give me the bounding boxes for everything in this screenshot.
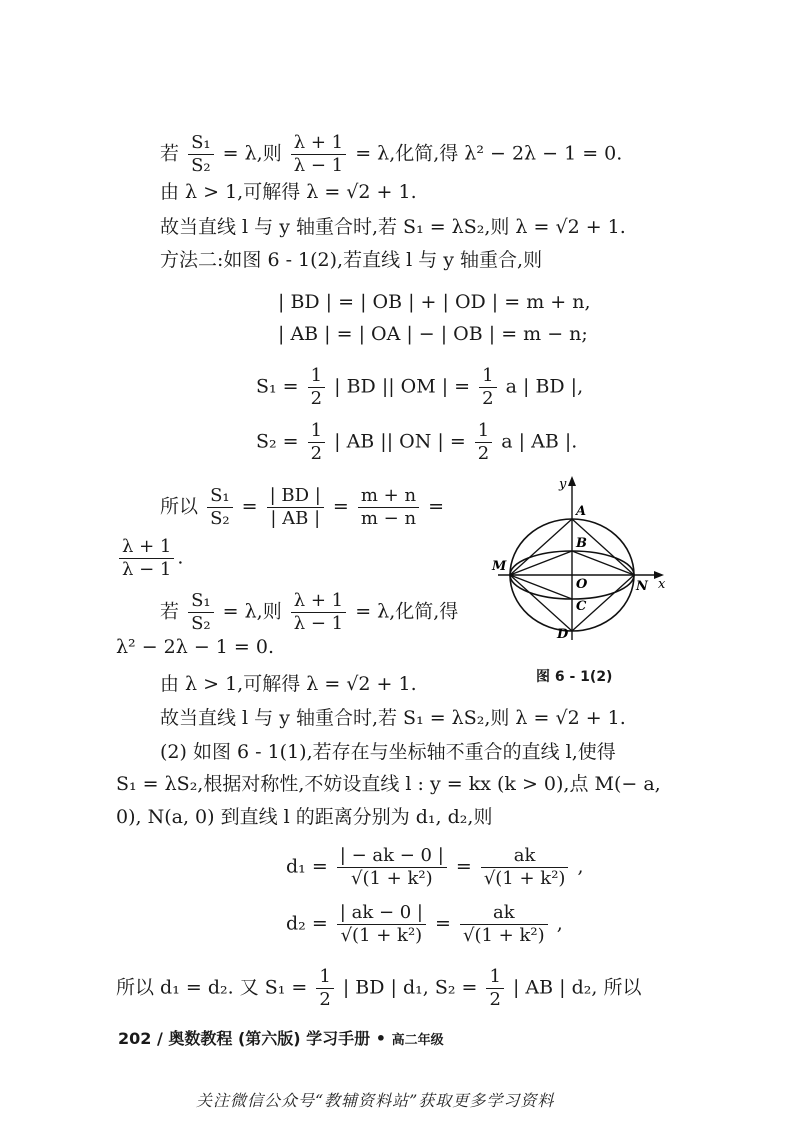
fraction: $\frac{\lambda + 1}{\lambda - 1}$	[119, 536, 174, 581]
text-line-5: | BD | = | OB | + | OD | = m + n,	[278, 291, 591, 313]
fraction: $\frac{| BD |}{| AB |}$	[267, 485, 324, 530]
fraction: $\frac{1}{2}$	[479, 365, 496, 410]
fraction: $\frac{\text{S₁}}{\text{S₂}}$	[207, 485, 233, 530]
text-segment: 若	[160, 142, 180, 165]
segment-MA	[510, 519, 572, 575]
fraction: $\frac{ak}{\text{√(1 + k²)}}$	[460, 902, 548, 947]
watermark-text: 关注微信公众号“教辅资料站”获取更多学习资料	[196, 1091, 555, 1110]
fraction: $\frac{\lambda + 1}{\lambda - 1}$	[291, 132, 346, 177]
text-line-3: 故当直线 l 与 y 轴重合时,若 S₁ = λS₂,则 λ = √2 + 1.	[160, 216, 626, 238]
label-C: C	[576, 599, 587, 614]
fraction: $\frac{1}{2}$	[486, 966, 503, 1011]
fraction: $\frac{\text{S₁}}{\text{S₂}}$	[188, 590, 214, 635]
fraction: $\frac{1}{2}$	[308, 420, 325, 465]
text-line-2: 由 λ > 1,可解得 λ = √2 + 1.	[160, 181, 417, 203]
text-line-14: 故当直线 l 与 y 轴重合时,若 S₁ = λS₂,则 λ = √2 + 1.	[160, 707, 626, 729]
text-line-13: 由 λ > 1,可解得 λ = √2 + 1.	[160, 673, 417, 695]
footer-separator: /	[156, 1029, 163, 1048]
text-line-17: 0), N(a, 0) 到直线 l 的距离分别为 d₁, d₂,则	[116, 806, 493, 828]
fraction: $\frac{\text{S₁}}{\text{S₂}}$	[188, 132, 214, 177]
y-axis-arrow	[568, 476, 576, 486]
book-title: 奥数教程 (第六版) 学习手册	[168, 1029, 371, 1048]
text-line-18: d₁ = $\frac{| - ak - 0 |}{\text{√(1 + k²)}}$ = $\frac{ak}{\text{√(1 + k²)}}$ ,	[286, 845, 584, 889]
fraction: $\frac{1}{2}$	[475, 420, 492, 465]
fraction: $\frac{1}{2}$	[308, 365, 325, 410]
fraction: $\frac{1}{2}$	[316, 966, 333, 1011]
text-line-12: λ² − 2λ − 1 = 0.	[116, 636, 275, 658]
fraction: $\frac{m + n}{m - n}$	[358, 485, 419, 530]
label-M: M	[492, 559, 507, 574]
label-D: D	[557, 627, 569, 642]
text-line-20: 所以 d₁ = d₂. 又 S₁ = $\frac{1}{2}$ | BD | d₁, S₂ = $\frac{1}{2}$ | AB | d₂, 所以	[116, 966, 642, 1010]
label-O: O	[576, 577, 588, 592]
label-B: B	[576, 536, 587, 551]
page-footer	[118, 1026, 444, 1049]
fraction: $\frac{| ak - 0 |}{\text{√(1 + k²)}}$	[337, 902, 426, 947]
fraction: $\frac{| - ak - 0 |}{\text{√(1 + k²)}}$	[337, 845, 447, 890]
text-line-6: | AB | = | OA | − | OB | = m − n;	[278, 323, 588, 345]
text-line-9: 所以 $\frac{\text{S₁}}{\text{S₂}}$ = $\frac{| BD |}{| AB |}$ = $\frac{m + n}{m - n}$ =	[160, 485, 445, 529]
label-N: N	[636, 579, 648, 594]
footer-dot: •	[375, 1029, 386, 1048]
fraction: $\frac{ak}{\text{√(1 + k²)}}$	[481, 845, 569, 890]
text-line-10: $\frac{\lambda + 1}{\lambda - 1}$ .	[116, 536, 183, 581]
page-number: 202	[118, 1029, 152, 1048]
label-y: y	[559, 477, 567, 492]
label-A: A	[576, 504, 587, 519]
text-line-19: d₂ = $\frac{| ak - 0 |}{\text{√(1 + k²)}}$ = $\frac{ak}{\text{√(1 + k²)}}$ ,	[286, 902, 563, 946]
ellipse-figure	[480, 470, 680, 660]
fraction: $\frac{\lambda + 1}{\lambda - 1}$	[291, 590, 346, 635]
text-line-1: 若 $\frac{\text{S₁}}{\text{S₂}}$ = λ,则 $\frac{\lambda + 1}{\lambda - 1}$ = λ,化简,得 λ² − 2λ − 1 = 0.	[160, 132, 623, 176]
text-line-7: S₁ = $\frac{1}{2}$ | BD || OM | = $\frac{1}{2}$ a | BD |,	[256, 365, 584, 409]
text-line-4: 方法二:如图 6 - 1(2),若直线 l 与 y 轴重合,则	[160, 249, 543, 271]
segment-MD	[510, 575, 572, 631]
label-x: x	[658, 577, 666, 592]
figure-caption: 图 6 - 1(2)	[536, 669, 613, 685]
text-line-16: S₁ = λS₂,根据对称性,不妨设直线 l : y = kx (k > 0),点 M(− a,	[116, 773, 661, 795]
text-line-8: S₂ = $\frac{1}{2}$ | AB || ON | = $\frac{1}{2}$ a | AB |.	[256, 420, 578, 464]
text-line-11: 若 $\frac{\text{S₁}}{\text{S₂}}$ = λ,则 $\frac{\lambda + 1}{\lambda - 1}$ = λ,化简,得	[160, 590, 459, 634]
text-line-15: (2) 如图 6 - 1(1),若存在与坐标轴不重合的直线 l,使得	[160, 741, 616, 763]
grade-label: 高二年级	[391, 1033, 444, 1048]
